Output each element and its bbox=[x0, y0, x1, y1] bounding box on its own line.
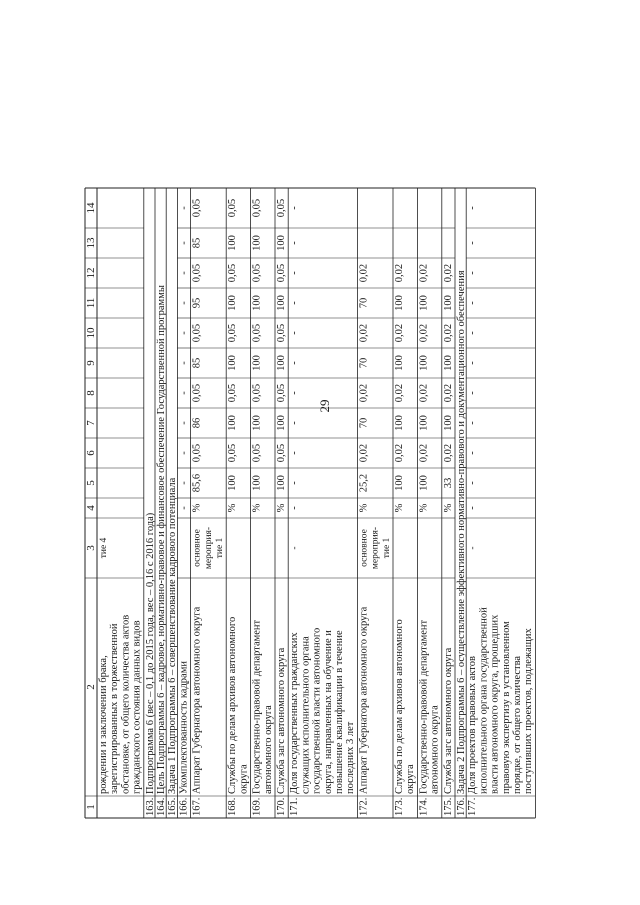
value-cell: - bbox=[178, 206, 190, 210]
value-cell: 100 bbox=[276, 355, 287, 371]
page-number: 29 bbox=[317, 399, 332, 413]
executor-text: тие 1 bbox=[381, 537, 392, 559]
value-cell: % bbox=[442, 503, 454, 513]
value-cell: - bbox=[289, 421, 301, 425]
value-cell: 100 bbox=[418, 355, 430, 371]
value-cell: - bbox=[289, 301, 301, 305]
row-number: 177. bbox=[467, 797, 479, 816]
value-cell: 100 bbox=[394, 355, 405, 371]
row-number: 171. bbox=[289, 797, 301, 816]
value-cell: % bbox=[418, 503, 430, 513]
indicator-text: обстановке, от общего количества актов bbox=[120, 614, 132, 794]
value-cell: 70 bbox=[358, 357, 370, 369]
value-cell: 100 bbox=[276, 475, 287, 491]
value-cell: 0,05 bbox=[251, 323, 263, 343]
value-cell: 100 bbox=[276, 415, 287, 431]
value-cell: 0,02 bbox=[394, 263, 405, 283]
value-cell: 100 bbox=[227, 415, 239, 431]
value-cell: - bbox=[467, 331, 479, 335]
indicator-text: исполнительного органа государственной bbox=[478, 607, 490, 794]
value-cell: 100 bbox=[251, 295, 263, 311]
value-cell: 0,02 bbox=[418, 323, 430, 343]
value-cell: - bbox=[178, 391, 190, 395]
executor-text: - bbox=[290, 546, 301, 550]
row-number: 174. bbox=[418, 797, 430, 816]
indicator-text: Служба по делам архивов автономного bbox=[394, 619, 405, 794]
table-body bbox=[85, 188, 535, 818]
column-header-5: 5 bbox=[85, 480, 97, 486]
value-cell: 70 bbox=[358, 297, 370, 309]
value-cell: 100 bbox=[251, 235, 263, 251]
value-cell: 0,02 bbox=[442, 323, 454, 343]
indicator-text: рождении и заключении брака, bbox=[98, 655, 109, 794]
column-header-4: 4 bbox=[85, 505, 97, 511]
value-cell: 100 bbox=[394, 415, 405, 431]
row-number: 172. bbox=[358, 797, 370, 816]
value-cell: - bbox=[178, 506, 190, 510]
indicator-text: Службы по делам архивов автономного bbox=[227, 616, 239, 794]
row-number: 166. bbox=[178, 797, 190, 816]
value-cell: 100 bbox=[251, 415, 263, 431]
value-cell: 0,05 bbox=[251, 198, 263, 218]
value-cell: 0,02 bbox=[358, 323, 370, 343]
value-cell: - bbox=[289, 361, 301, 365]
value-cell: 0,02 bbox=[418, 443, 430, 463]
column-header-2: 2 bbox=[85, 684, 97, 690]
value-cell: - bbox=[289, 481, 301, 485]
indicator-text: Укомплектованность кадрами bbox=[178, 661, 190, 794]
executor-text: - bbox=[468, 546, 479, 550]
indicator-text: правовую экспертизу в установленном bbox=[500, 621, 512, 794]
indicator-text: округа bbox=[405, 764, 417, 794]
value-cell: 0,02 bbox=[358, 443, 370, 463]
value-cell: - bbox=[467, 481, 479, 485]
value-cell: 85 bbox=[191, 357, 203, 369]
row-number: 173. bbox=[394, 797, 405, 816]
value-cell: 0,02 bbox=[442, 443, 454, 463]
value-cell: 0,05 bbox=[227, 198, 239, 218]
column-header-14: 14 bbox=[85, 202, 97, 214]
column-header-13: 13 bbox=[85, 237, 97, 249]
value-cell: 0,02 bbox=[442, 263, 454, 283]
row-number: 169. bbox=[251, 797, 263, 816]
value-cell: 0,05 bbox=[227, 383, 239, 403]
value-cell: 100 bbox=[251, 475, 263, 491]
value-cell: 0,05 bbox=[276, 323, 287, 343]
row-number: 170. bbox=[276, 797, 287, 816]
value-cell: - bbox=[178, 331, 190, 335]
value-cell: - bbox=[467, 301, 479, 305]
value-cell: 100 bbox=[251, 355, 263, 371]
column-header-7: 7 bbox=[85, 420, 97, 426]
executor-text: тие 4 bbox=[99, 537, 109, 559]
value-cell: - bbox=[467, 206, 479, 210]
value-cell: 100 bbox=[276, 295, 287, 311]
column-header-11: 11 bbox=[85, 297, 97, 309]
column-header-9: 9 bbox=[85, 360, 97, 366]
value-cell: - bbox=[289, 451, 301, 455]
value-cell: 0,05 bbox=[251, 383, 263, 403]
indicator-text: зарегистрированных в торжественной bbox=[109, 623, 121, 794]
value-cell: 0,02 bbox=[394, 383, 405, 403]
value-cell: 33 bbox=[442, 477, 454, 489]
indicator-text: власти автономного округа, прошедших bbox=[489, 614, 501, 794]
row-number: 175. bbox=[442, 797, 454, 816]
value-cell: 0,05 bbox=[227, 263, 239, 283]
value-cell: 0,05 bbox=[191, 323, 203, 343]
value-cell: - bbox=[178, 241, 190, 245]
indicator-text: Доля проектов правовых актов bbox=[467, 656, 479, 794]
value-cell: - bbox=[178, 481, 190, 485]
value-cell: - bbox=[289, 271, 301, 275]
value-cell: 0,02 bbox=[442, 383, 454, 403]
value-cell: - bbox=[178, 421, 190, 425]
value-cell: 86 bbox=[191, 417, 203, 429]
value-cell: 0,02 bbox=[394, 443, 405, 463]
column-header-1: 1 bbox=[85, 804, 97, 810]
column-header-10: 10 bbox=[85, 327, 97, 339]
row-number: 167. bbox=[191, 797, 203, 816]
value-cell: - bbox=[178, 271, 190, 275]
value-cell: 0,05 bbox=[276, 443, 287, 463]
value-cell: - bbox=[289, 331, 301, 335]
executor-text: мероприя- bbox=[203, 526, 214, 570]
value-cell: - bbox=[289, 206, 301, 210]
value-cell: 100 bbox=[227, 475, 239, 491]
indicator-text: Аппарат Губернатора автономного округа bbox=[358, 606, 370, 794]
value-cell: 0,05 bbox=[227, 323, 239, 343]
value-cell: 100 bbox=[442, 355, 454, 371]
column-header-8: 8 bbox=[85, 390, 97, 396]
value-cell: - bbox=[467, 451, 479, 455]
value-cell: 100 bbox=[227, 355, 239, 371]
value-cell: 0,02 bbox=[418, 383, 430, 403]
value-cell: 100 bbox=[442, 295, 454, 311]
indicator-text: служащих исполнительного органа bbox=[300, 636, 312, 794]
indicator-text: автономного округа bbox=[262, 705, 274, 794]
executor-text: основное bbox=[192, 529, 203, 567]
indicator-text: последних 3 лет bbox=[345, 721, 357, 794]
value-cell: 0,02 bbox=[358, 263, 370, 283]
value-cell: - bbox=[467, 361, 479, 365]
value-cell: 70 bbox=[358, 417, 370, 429]
row-number: 164. bbox=[156, 797, 167, 816]
value-cell: 100 bbox=[394, 475, 405, 491]
value-cell: 0,05 bbox=[276, 263, 287, 283]
indicator-text: Государственно-правовой департамент bbox=[251, 619, 263, 794]
value-cell: 0,05 bbox=[191, 443, 203, 463]
indicator-text: Аппарат Губернатора автономного округа bbox=[191, 606, 203, 794]
value-cell: - bbox=[289, 241, 301, 245]
value-cell: 0,05 bbox=[276, 198, 287, 218]
value-cell: 100 bbox=[394, 295, 405, 311]
indicator-text: округа bbox=[238, 764, 250, 794]
value-cell: % bbox=[276, 503, 287, 513]
row-number: 165. bbox=[167, 797, 179, 816]
indicator-text: автономного округа bbox=[429, 705, 441, 794]
value-cell: 0,05 bbox=[227, 443, 239, 463]
value-cell: 95 bbox=[191, 297, 203, 309]
value-cell: % bbox=[358, 503, 370, 513]
value-cell: 0,05 bbox=[191, 198, 203, 218]
section-heading: Задача 1 Подпрограммы 6 – совершенствование кадрового потенциала bbox=[167, 477, 179, 794]
value-cell: 100 bbox=[418, 415, 430, 431]
value-cell: - bbox=[467, 506, 479, 510]
row-number: 176. bbox=[456, 797, 467, 816]
value-cell: - bbox=[467, 391, 479, 395]
value-cell: % bbox=[191, 503, 203, 513]
row-number: 163. bbox=[144, 797, 156, 816]
value-cell: - bbox=[178, 301, 190, 305]
value-cell: 100 bbox=[442, 415, 454, 431]
indicator-text: округа, направленных на обучение и bbox=[322, 630, 334, 794]
value-cell: 85 bbox=[191, 237, 203, 249]
indicator-text: Служба загс автономного округа bbox=[442, 647, 454, 794]
value-cell: % bbox=[251, 503, 263, 513]
executor-text: тие 1 bbox=[215, 537, 225, 559]
value-cell: 100 bbox=[418, 295, 430, 311]
section-heading: Цель Подпрограммы 6 – кадровое, нормативно-правовое и финансовое обеспечение Государственной программы bbox=[156, 285, 167, 794]
value-cell: 0,05 bbox=[251, 443, 263, 463]
value-cell: - bbox=[467, 271, 479, 275]
section-heading: Подпрограмма 6 (вес – 0,1 до 2015 года, вес – 0,16 с 2016 года) bbox=[144, 512, 156, 794]
indicator-text: Государственно-правовой департамент bbox=[418, 619, 430, 794]
indicator-text: государственной власти автономного bbox=[311, 627, 323, 794]
value-cell: 100 bbox=[227, 295, 239, 311]
value-cell: - bbox=[178, 361, 190, 365]
value-cell: 0,05 bbox=[191, 383, 203, 403]
value-cell: 100 bbox=[276, 235, 287, 251]
value-cell: 100 bbox=[418, 475, 430, 491]
indicator-text: Служба загс автономного округа bbox=[276, 647, 287, 794]
value-cell: 0,02 bbox=[394, 323, 405, 343]
indicator-text: поступивших проектов, подлежащих bbox=[523, 628, 535, 794]
indicator-text: повышение квалификации в течение bbox=[334, 630, 345, 794]
value-cell: 0,02 bbox=[418, 263, 430, 283]
indicator-text: Доля государственных гражданских bbox=[289, 632, 301, 794]
value-cell: - bbox=[289, 391, 301, 395]
executor-text: основное bbox=[359, 529, 370, 567]
value-cell: 0,02 bbox=[358, 383, 370, 403]
column-header-3: 3 bbox=[85, 545, 97, 551]
indicator-text: порядке, от общего количества bbox=[512, 655, 523, 794]
indicator-text: гражданского состояния данных видов bbox=[131, 620, 143, 794]
executor-text: мероприя- bbox=[370, 526, 381, 570]
column-header-6: 6 bbox=[85, 450, 97, 456]
value-cell: 0,05 bbox=[251, 263, 263, 283]
section-heading: Задача 2 Подпрограммы 6 – осуществление эффективного нормативно-правового и документационного обеспечения bbox=[456, 270, 467, 794]
value-cell: 25,2 bbox=[358, 473, 370, 493]
value-cell: % bbox=[394, 503, 405, 513]
value-cell: - bbox=[467, 421, 479, 425]
value-cell: 100 bbox=[227, 235, 239, 251]
value-cell: - bbox=[178, 451, 190, 455]
column-header-12: 12 bbox=[85, 267, 97, 279]
value-cell: - bbox=[289, 506, 301, 510]
value-cell: 0,05 bbox=[276, 383, 287, 403]
row-number: 168. bbox=[227, 797, 239, 816]
value-cell: 0,05 bbox=[191, 263, 203, 283]
value-cell: - bbox=[467, 241, 479, 245]
value-cell: 85,6 bbox=[191, 473, 203, 493]
value-cell: % bbox=[227, 503, 239, 513]
